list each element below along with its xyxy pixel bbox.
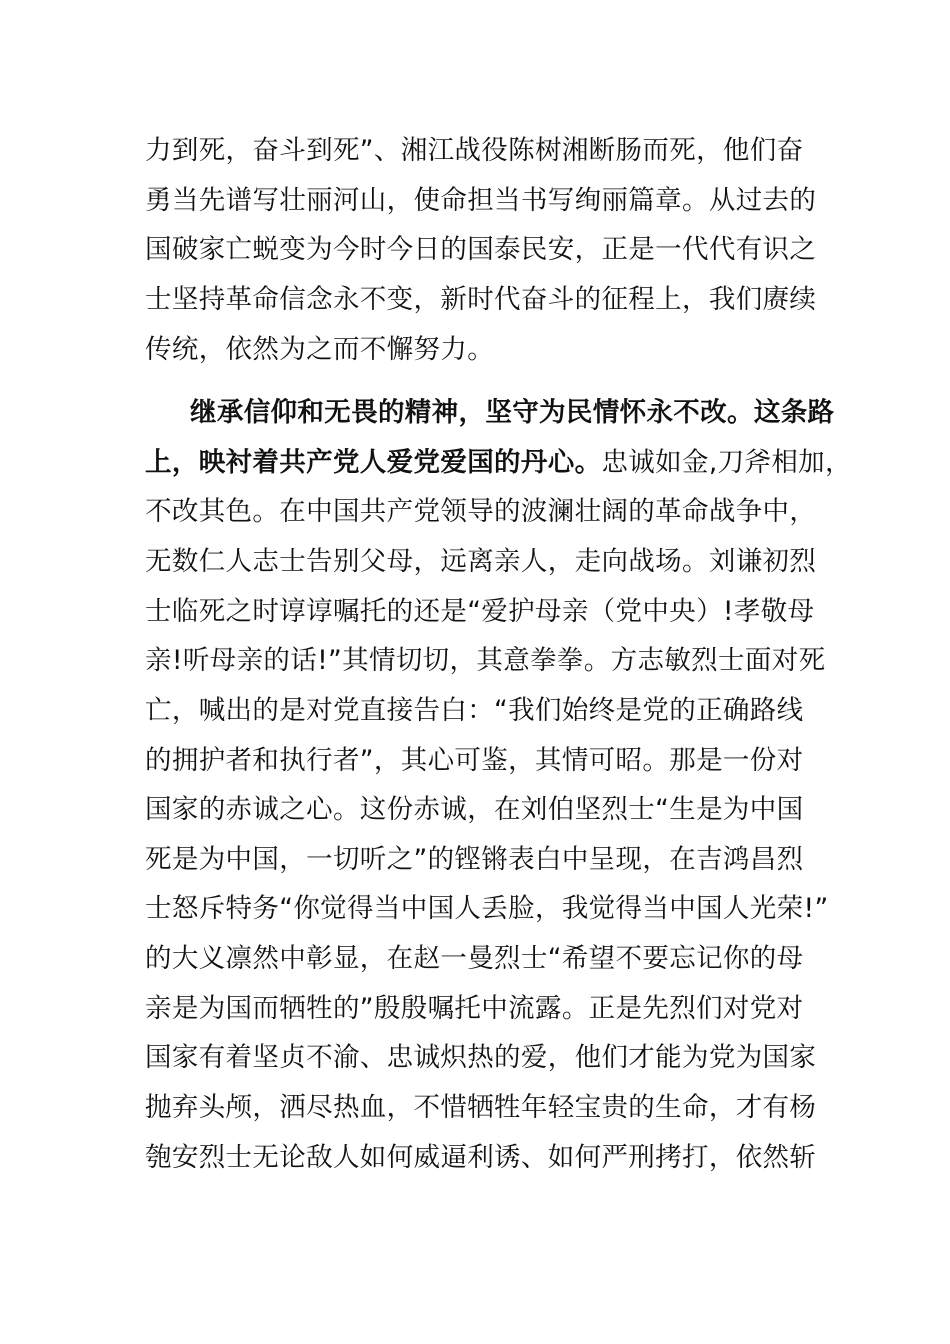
paragraph-1-line-2: 勇当先谱写壮丽河山，使命担当书写绚丽篇章。从过去的 xyxy=(145,185,817,216)
paragraph-2-line-16: 匏安烈士无论敌人如何威逼利诱、如何严刑拷打，依然斩 xyxy=(145,1142,817,1173)
paragraph-2-line-2 xyxy=(145,443,852,483)
paragraph-2-line-15: 抛弃头颅，洒尽热血，不惜牺牲年轻宝贵的生命，才有杨 xyxy=(145,1092,817,1123)
paragraph-2-line-2-text: 忠诚如金,刀斧相加， xyxy=(601,447,852,478)
paragraph-2-line-8: 的拥护者和执行者”，其心可鉴，其情可昭。那是一份对 xyxy=(145,745,804,776)
paragraph-2-heading-line-1: 继承信仰和无畏的精神，坚守为民情怀永不改。这条路 xyxy=(190,397,835,428)
paragraph-2-line-11: 士怒斥特务“你觉得当中国人丢脸，我觉得当中国人光荣!” xyxy=(145,893,829,924)
paragraph-2-line-3: 不改其色。在中国共产党领导的波澜壮阔的革命战争中， xyxy=(145,496,817,527)
paragraph-2-line-7: 亡，喊出的是对党直接告白：“我们始终是党的正确路线 xyxy=(145,695,804,726)
paragraph-2-line-5: 士临死之时谆谆嘱托的还是“爱护母亲（党中央）!孝敬母 xyxy=(145,596,815,627)
paragraph-2-heading-line-2: 上，映衬着共产党人爱党爱国的丹心。 xyxy=(145,447,602,478)
paragraph-2-line-9: 国家的赤诚之心。这份赤诚，在刘伯坚烈士“生是为中国 xyxy=(145,794,804,825)
paragraph-1-line-1: 力到死，奋斗到死”、湘江战役陈树湘断肠而死，他们奋 xyxy=(145,135,804,166)
paragraph-2-line-13: 亲是为国而牺牲的”殷殷嘱托中流露。正是先烈们对党对 xyxy=(145,993,804,1024)
paragraph-1-line-3: 国破家亡蜕变为今时今日的国泰民安，正是一代代有识之 xyxy=(145,234,817,265)
paragraph-2-line-14: 国家有着坚贞不渝、忠诚炽热的爱，他们才能为党为国家 xyxy=(145,1042,817,1073)
paragraph-2-line-4: 无数仁人志士告别父母，远离亲人，走向战场。刘谦初烈 xyxy=(145,546,817,577)
paragraph-1-line-5: 传统，依然为之而不懈努力。 xyxy=(145,334,495,365)
paragraph-2-line-10: 死是为中国，一切听之”的铿锵表白中呈现，在吉鸿昌烈 xyxy=(145,844,804,875)
paragraph-1-line-4: 士坚持革命信念永不变，新时代奋斗的征程上，我们赓续 xyxy=(145,284,817,315)
paragraph-2-line-12: 的大义凛然中彰显，在赵一曼烈士“希望不要忘记你的母 xyxy=(145,943,804,974)
paragraph-2-line-6: 亲!听母亲的话!”其情切切，其意拳拳。方志敏烈士面对死 xyxy=(145,645,826,676)
